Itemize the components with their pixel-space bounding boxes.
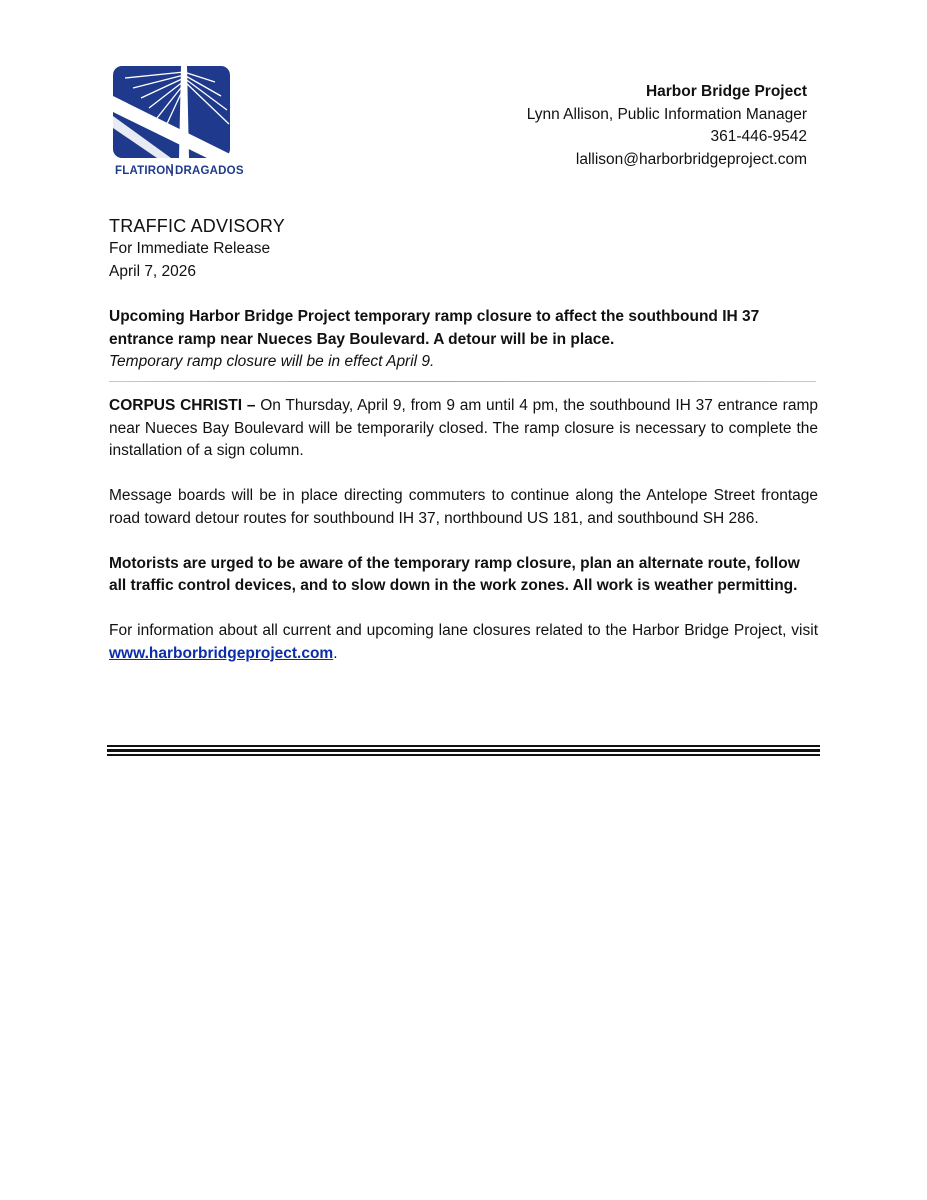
contact-person: Lynn Allison, Public Information Manager	[526, 105, 807, 123]
contact-phone: 361-446-9542	[710, 128, 807, 145]
advisory-label: TRAFFIC ADVISORY	[109, 216, 285, 236]
paragraph-detour: Message boards will be in place directing commuters to continue along the Antelope Street frontage road toward detour routes for southbound IH 37, northbound US 181, and southbound SH 286.	[109, 487, 818, 527]
svg-text:FLATIRON: FLATIRON	[115, 165, 174, 177]
article-body	[109, 395, 818, 688]
more-info-end: .	[333, 644, 338, 662]
advisory-header	[109, 214, 285, 283]
footer-divider	[107, 745, 820, 758]
release-line: For Immediate Release	[109, 240, 271, 257]
headline-block	[109, 306, 824, 374]
contact-email: lallison@harborbridgeproject.com	[575, 150, 807, 168]
more-info-text: For information about all current and upcoming lane closures related to the Harbor Bridge Project, visit	[109, 622, 818, 639]
contact-block	[527, 81, 807, 171]
dateline: CORPUS CHRISTI –	[109, 397, 256, 414]
paragraph-more-info	[109, 620, 818, 665]
release-date: April 7, 2026	[109, 262, 197, 280]
paragraph-intro-text: On Thursday, April 9, from 9 am until 4 pm, the southbound IH 37 entrance ramp near Nueces Bay Boulevard will be temporarily closed. The ramp closure is necessary to complete the installation of a sign column.	[109, 397, 818, 459]
website-link[interactable]: www.harborbridgeproject.com	[109, 644, 334, 662]
flatiron-dragados-logo	[111, 66, 244, 182]
headline-main: Upcoming Harbor Bridge Project temporary ramp closure to affect the southbound IH 37 entrance ramp near Nueces Bay Boulevard. A detour will be in place.	[109, 308, 760, 348]
divider-line	[109, 381, 816, 382]
bridge-logo-icon	[111, 66, 244, 182]
svg-text:DRAGADOS: DRAGADOS	[175, 165, 244, 177]
paragraph-motorist-warning: Motorists are urged to be aware of the temporary ramp closure, plan an alternate route, follow all traffic control devices, and to slow down in the work zones. All work is weather permitting.	[109, 554, 800, 594]
contact-organization: Harbor Bridge Project	[645, 83, 807, 100]
paragraph-intro	[109, 395, 818, 463]
headline-subhead: Temporary ramp closure will be in effect April 9.	[109, 353, 435, 370]
